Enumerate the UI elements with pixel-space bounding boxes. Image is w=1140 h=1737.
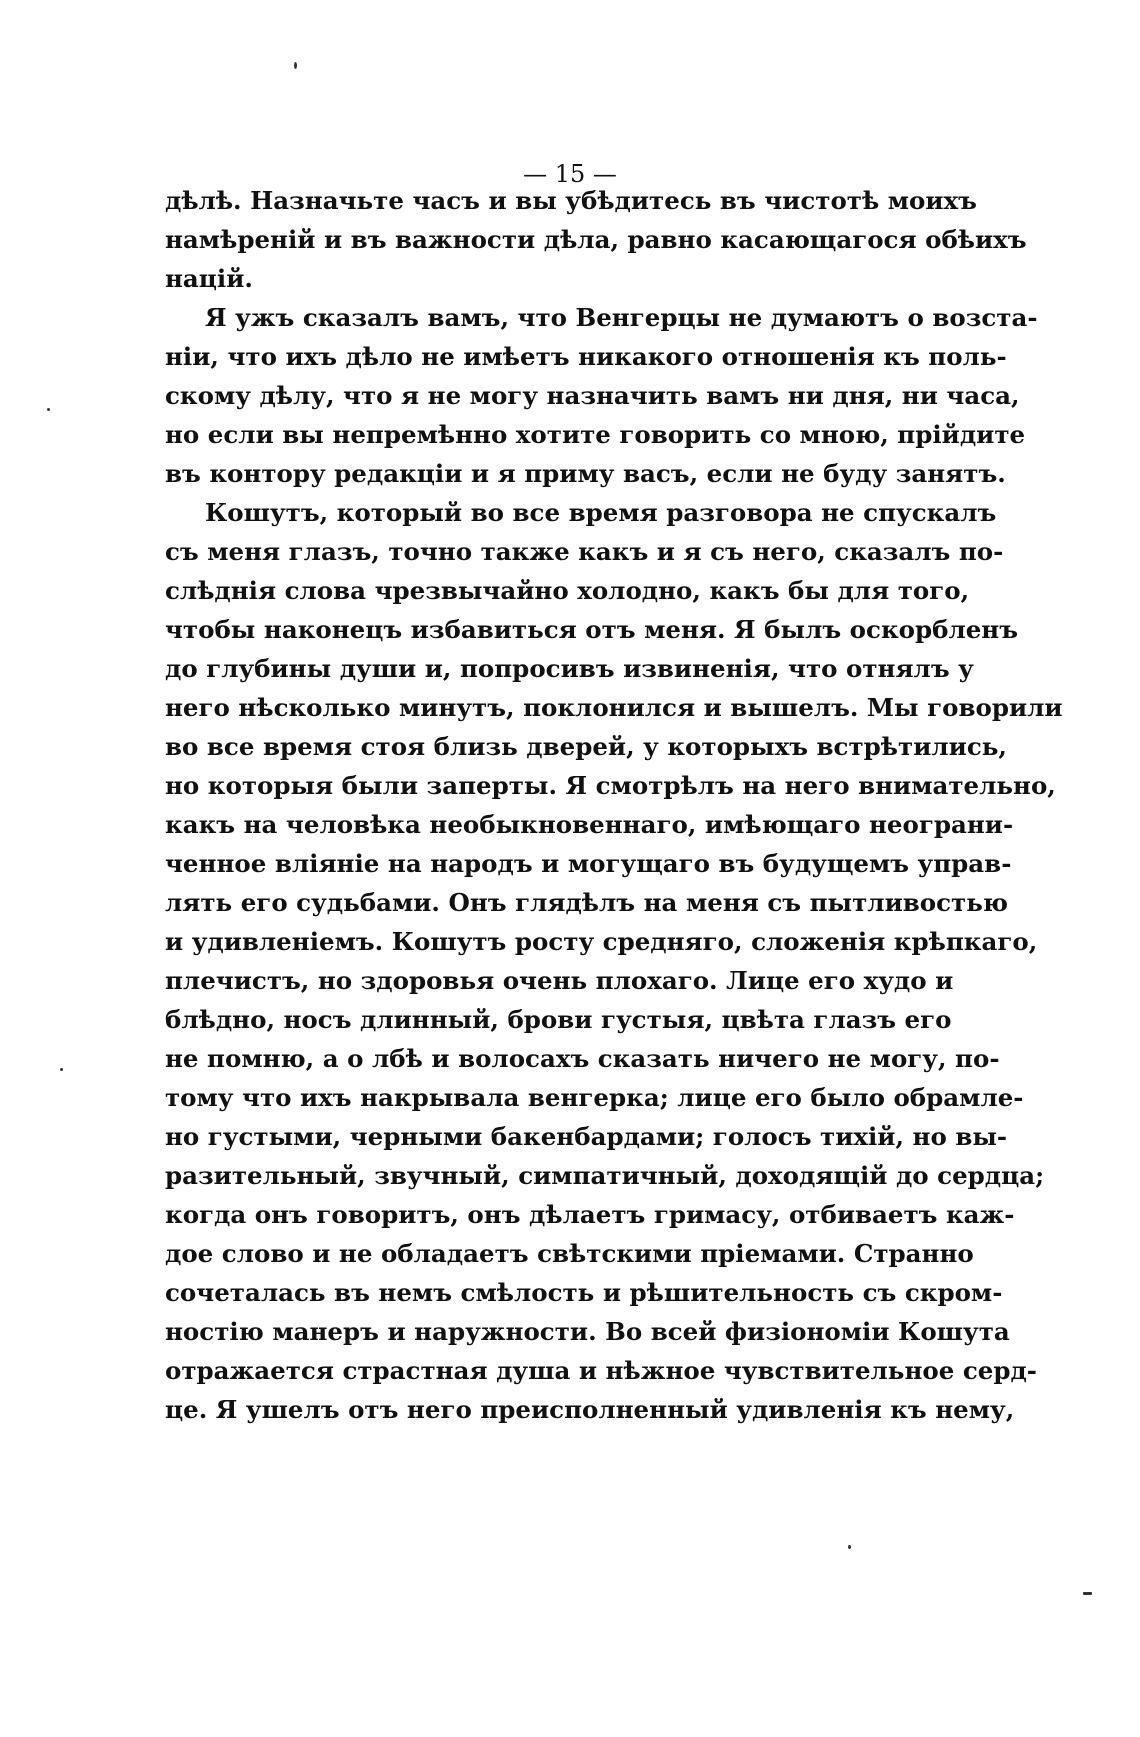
text-line: плечистъ, но здоровья очень плохаго. Лице его худо и xyxy=(165,966,954,995)
text-line: намѣреній и въ важности дѣла, равно касающагося обѣихъ xyxy=(165,225,1027,254)
text-line: разительный, звучный, симпатичный, доходящій до сердца; xyxy=(165,1161,1045,1190)
scan-speck xyxy=(294,62,297,69)
text-line: до глубины души и, попросивъ извиненія, что отнялъ у xyxy=(165,654,974,683)
text-line: отражается страстная душа и нѣжное чувствительное серд- xyxy=(165,1356,1037,1385)
text-line: и удивленіемъ. Кошутъ росту средняго, сложенія крѣпкаго, xyxy=(165,927,1038,956)
text-line: дѣлѣ. Назначьте часъ и вы убѣдитесь въ чистотѣ моихъ xyxy=(165,186,977,215)
text-line: слѣднія слова чрезвычайно холодно, какъ бы для того, xyxy=(165,576,970,605)
text-line: но если вы непремѣнно хотите говорить со мною, прійдите xyxy=(165,420,1026,449)
text-line: блѣдно, носъ длинный, брови густыя, цвѣта глазъ его xyxy=(165,1005,952,1034)
text-line: ченное вліяніе на народъ и могущаго въ будущемъ управ- xyxy=(165,849,1012,878)
scan-speck xyxy=(848,1545,851,1549)
text-line: Я ужъ сказалъ вамъ, что Венгерцы не думаютъ о возста- xyxy=(205,303,1038,332)
text-line: чтобы наконецъ избавиться отъ меня. Я былъ оскорбленъ xyxy=(165,615,1019,644)
text-line: ніи, что ихъ дѣло не имѣетъ никакого отношенія къ поль- xyxy=(165,342,1007,371)
text-line: какъ на человѣка необыкновеннаго, имѣющаго неограни- xyxy=(165,810,1014,839)
scan-speck xyxy=(60,1068,63,1071)
text-line: Кошутъ, который во все время разговора не спускалъ xyxy=(205,498,997,527)
text-line: него нѣсколько минутъ, поклонился и вышелъ. Мы говорили xyxy=(165,693,1063,722)
scan-speck xyxy=(1083,1592,1092,1595)
scan-speck xyxy=(47,408,50,411)
text-line: во все время стоя близь дверей, у которыхъ встрѣтились, xyxy=(165,732,1007,761)
text-line: дое слово и не обладаетъ свѣтскими пріемами. Странно xyxy=(165,1239,974,1268)
text-line: тому что ихъ накрывала венгерка; лице его было обрамле- xyxy=(165,1083,1024,1112)
text-line: скому дѣлу, что я не могу назначить вамъ ни дня, ни часа, xyxy=(165,381,1020,410)
text-line: ностію манеръ и наружности. Во всей физіономіи Кошута xyxy=(165,1317,1010,1346)
text-line: но которыя были заперты. Я смотрѣлъ на него внимательно, xyxy=(165,771,1056,800)
text-line: съ меня глазъ, точно также какъ и я съ него, сказалъ по- xyxy=(165,537,1004,566)
text-line: сочеталась въ немъ смѣлость и рѣшительность съ скром- xyxy=(165,1278,1003,1307)
text-line: не помню, а о лбѣ и волосахъ сказать ничего не могу, по- xyxy=(165,1044,1000,1073)
page-number: — 15 — xyxy=(523,160,617,188)
text-line: це. Я ушелъ отъ него преисполненный удивленія къ нему, xyxy=(165,1395,1015,1424)
text-line: націй. xyxy=(165,264,253,293)
text-line: но густыми, черными бакенбардами; голосъ тихій, но вы- xyxy=(165,1122,1008,1151)
text-line: лять его судьбами. Онъ глядѣлъ на меня съ пытливостью xyxy=(165,888,1008,917)
text-line: въ контору редакціи и я приму васъ, если не буду занятъ. xyxy=(165,459,1006,488)
text-line: когда онъ говоритъ, онъ дѣлаетъ гримасу, отбиваетъ каж- xyxy=(165,1200,1015,1229)
